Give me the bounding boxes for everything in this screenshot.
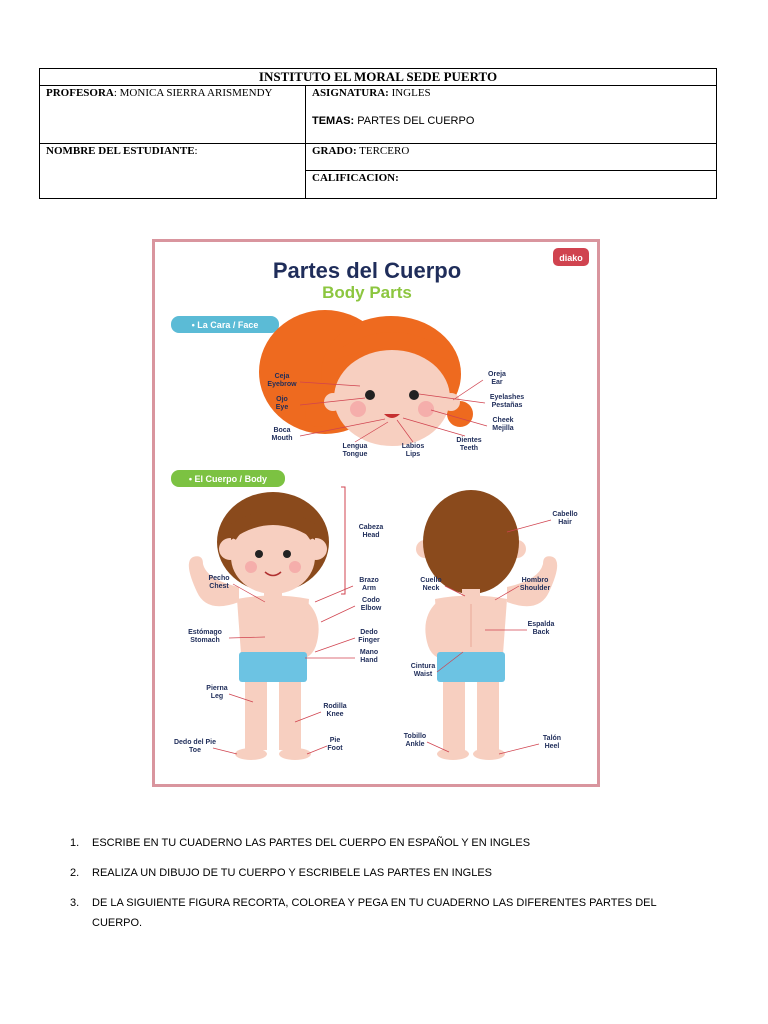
- label-pie: Pie: [329, 737, 341, 744]
- label-hair: Hair: [558, 519, 572, 526]
- label-tobillo: Tobillo: [403, 733, 427, 740]
- grade-value: TERCERO: [356, 145, 410, 157]
- label-talon: Talón: [542, 735, 562, 742]
- label-waist: Waist: [413, 671, 433, 678]
- face-labels-right: [488, 371, 524, 432]
- topic-value: PARTES DEL CUERPO: [354, 115, 475, 127]
- label-leg: Leg: [210, 693, 224, 700]
- student-label: NOMBRE DEL ESTUDIANTE: [46, 145, 195, 157]
- teacher-cell: [40, 86, 306, 144]
- label-teeth: Teeth: [459, 445, 479, 452]
- label-pecho: Pecho: [208, 575, 230, 582]
- instruction-number: 2.: [70, 867, 80, 879]
- logo-text: diako: [559, 253, 583, 263]
- label-pestanas: Pestañas: [491, 402, 523, 409]
- label-eyebrow: Eyebrow: [267, 381, 297, 388]
- label-arm: Arm: [361, 585, 377, 592]
- label-dientes: Dientes: [456, 437, 482, 444]
- label-labios: Labios: [401, 443, 425, 450]
- label-head: Head: [362, 532, 380, 539]
- label-ojo: Ojo: [276, 396, 288, 403]
- label-boca: Boca: [273, 427, 291, 434]
- score-label: CALIFICACION:: [312, 172, 399, 184]
- subject-cell: [306, 86, 717, 144]
- instruction-number: 3.: [70, 897, 80, 909]
- label-mejilla: Mejilla: [492, 425, 514, 432]
- instruction-text: DE LA SIGUIENTE FIGURA RECORTA, COLOREA Y PEGA EN TU CUADERNO LAS DIFERENTES PARTES DEL CUERPO.: [92, 897, 657, 929]
- grade-cell: [306, 144, 717, 171]
- label-foot: Foot: [327, 745, 343, 752]
- label-lips: Lips: [405, 451, 421, 458]
- label-dedo: Dedo: [360, 629, 378, 636]
- instruction-number: 1.: [70, 837, 80, 849]
- label-cabeza: Cabeza: [358, 524, 384, 531]
- label-eye: Eye: [275, 404, 289, 411]
- student-name-cell[interactable]: [40, 144, 306, 199]
- poster-title: Partes del Cuerpo: [272, 258, 462, 283]
- header-table: [39, 68, 717, 199]
- label-toe: Toe: [189, 747, 201, 754]
- student-colon: :: [194, 145, 198, 157]
- front-body-illustration: [189, 492, 329, 760]
- label-pierna: Pierna: [206, 685, 228, 692]
- label-rodilla: Rodilla: [323, 703, 347, 710]
- label-eyelashes: Eyelashes: [489, 394, 525, 401]
- body-section-label: • El Cuerpo / Body: [188, 474, 268, 484]
- school-name: INSTITUTO EL MORAL SEDE PUERTO: [40, 69, 717, 86]
- subject-value: INGLES: [388, 87, 431, 99]
- head-bracket: [341, 487, 345, 594]
- subject-label: ASIGNATURA:: [312, 87, 389, 99]
- label-espalda: Espalda: [527, 621, 555, 628]
- label-ceja: Ceja: [274, 373, 290, 380]
- label-mano: Mano: [359, 649, 379, 656]
- label-finger: Finger: [358, 637, 380, 644]
- poster-subtitle: Body Parts: [322, 283, 412, 302]
- label-brazo: Brazo: [359, 577, 379, 584]
- instruction-item: [70, 893, 700, 933]
- label-codo: Codo: [362, 597, 380, 604]
- label-back: Back: [532, 629, 550, 636]
- label-cheek: Cheek: [492, 417, 514, 424]
- label-heel: Heel: [544, 743, 560, 750]
- face-section-label: • La Cara / Face: [191, 320, 259, 330]
- instructions-list: [70, 833, 700, 943]
- label-dedo-del-pie: Dedo del Pie: [173, 739, 217, 746]
- label-hombro: Hombro: [521, 577, 549, 584]
- label-cintura: Cintura: [410, 663, 436, 670]
- topic-label: TEMAS:: [312, 115, 355, 127]
- label-hand: Hand: [360, 657, 378, 664]
- topic-line: [312, 115, 710, 127]
- grade-label: GRADO:: [312, 145, 357, 157]
- label-neck: Neck: [422, 585, 440, 592]
- label-chest: Chest: [209, 583, 229, 590]
- label-tongue: Tongue: [342, 451, 368, 458]
- instruction-text: REALIZA UN DIBUJO DE TU CUERPO Y ESCRIBELE LAS PARTES EN INGLES: [92, 867, 492, 879]
- label-mouth: Mouth: [271, 435, 293, 442]
- label-shoulder: Shoulder: [519, 585, 551, 592]
- label-elbow: Elbow: [360, 605, 382, 612]
- label-estomago: Estómago: [188, 629, 222, 636]
- instruction-item: [70, 833, 700, 853]
- label-oreja: Oreja: [488, 371, 506, 378]
- label-knee: Knee: [326, 711, 344, 718]
- label-cabello: Cabello: [552, 511, 578, 518]
- label-ankle: Ankle: [405, 741, 425, 748]
- poster-illustration: [155, 242, 597, 784]
- instruction-item: [70, 863, 700, 883]
- teacher-value: : MONICA SIERRA ARISMENDY: [113, 87, 273, 99]
- body-parts-poster: [152, 239, 600, 787]
- instruction-text: ESCRIBE EN TU CUADERNO LAS PARTES DEL CUERPO EN ESPAÑOL Y EN INGLES: [92, 837, 531, 849]
- face-illustration: [259, 310, 473, 446]
- score-cell[interactable]: [306, 171, 717, 199]
- label-lengua: Lengua: [342, 443, 368, 450]
- label-cuello: Cuello: [420, 577, 442, 584]
- label-stomach: Stomach: [190, 637, 220, 644]
- teacher-label: PROFESORA: [46, 87, 114, 99]
- label-ear: Ear: [491, 379, 503, 386]
